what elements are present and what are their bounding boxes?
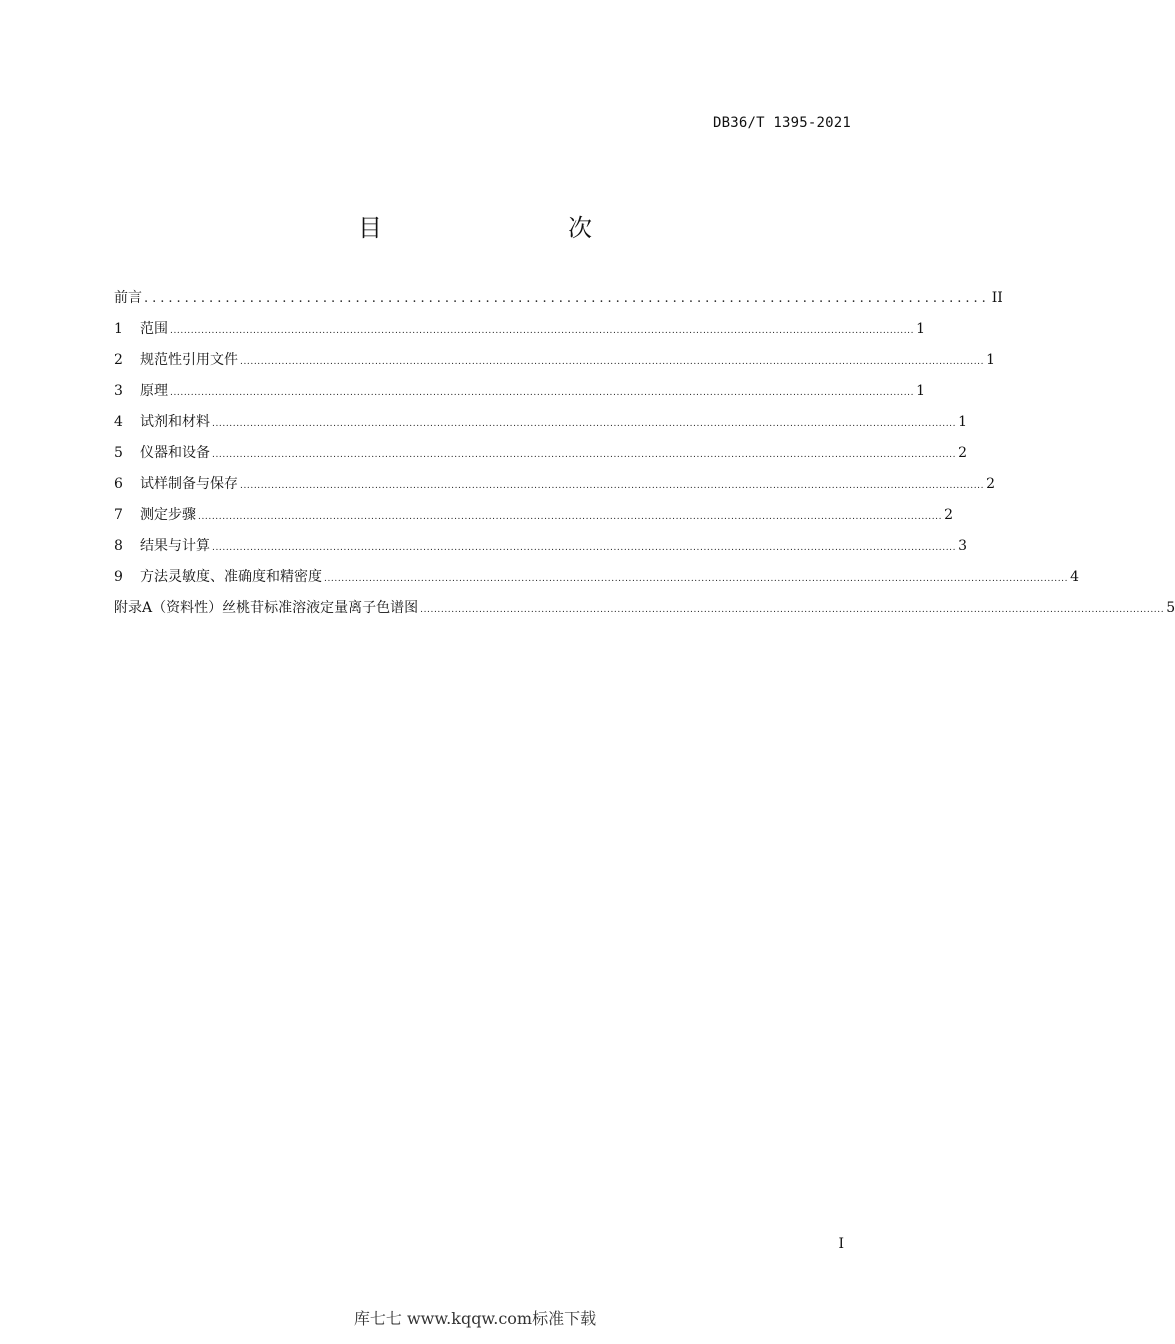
- dot-leader: ........................................................................................................: [144, 291, 990, 306]
- toc-number: 7: [114, 507, 123, 523]
- dot-leader: .......................................................................................................................................................................................................................: [212, 419, 957, 429]
- toc-label: 方法灵敏度、准确度和精密度: [140, 569, 322, 585]
- dot-leader: .......................................................................................................................................................................................................................: [240, 481, 985, 491]
- toc-entry[interactable]: [114, 348, 996, 379]
- toc-entry[interactable]: [114, 472, 996, 503]
- toc-number: 6: [114, 476, 123, 492]
- dot-leader: .......................................................................................................................................................................................................................: [170, 326, 915, 336]
- page-number: I: [838, 1236, 844, 1252]
- toc-page: II: [991, 290, 1003, 306]
- toc-label: 附录A（资料性）丝桃苷标准溶液定量离子色谱图: [114, 600, 419, 616]
- toc-page: 2: [944, 507, 954, 523]
- toc-entry[interactable]: [114, 565, 1080, 596]
- table-of-contents: [114, 286, 1175, 627]
- toc-label: 试样制备与保存: [140, 476, 238, 492]
- dot-leader: .......................................................................................................................................................................................................................: [198, 512, 943, 522]
- toc-page: 4: [1070, 569, 1080, 585]
- toc-entry-foreword[interactable]: [114, 286, 1003, 317]
- toc-label: 范围: [140, 321, 168, 337]
- dot-leader: .......................................................................................................................................................................................................................: [212, 543, 957, 553]
- toc-entry[interactable]: [114, 534, 968, 565]
- toc-page: 1: [916, 321, 926, 337]
- toc-entry-appendix[interactable]: [114, 596, 1175, 627]
- toc-label: 结果与计算: [140, 538, 210, 554]
- toc-number: 1: [114, 321, 123, 337]
- toc-number: 2: [114, 352, 123, 368]
- toc-number: 9: [114, 569, 123, 585]
- dot-leader: .......................................................................................................................................................................................................................: [170, 388, 915, 398]
- toc-entry[interactable]: [114, 441, 968, 472]
- toc-label: 前言: [114, 290, 142, 306]
- document-code: DB36/T 1395-2021: [712, 115, 851, 131]
- dot-leader: .......................................................................................................................................................................................................................: [212, 450, 957, 460]
- toc-page: 5: [1166, 600, 1175, 616]
- toc-title: 目 次: [358, 214, 638, 242]
- toc-label: 仪器和设备: [140, 445, 210, 461]
- toc-page: 1: [916, 383, 926, 399]
- toc-label: 原理: [140, 383, 168, 399]
- toc-entry[interactable]: [114, 379, 926, 410]
- toc-label: 测定步骤: [140, 507, 196, 523]
- toc-entry[interactable]: [114, 410, 968, 441]
- toc-entry[interactable]: [114, 503, 954, 534]
- dot-leader: .......................................................................................................................................................................................................................: [324, 574, 1069, 584]
- toc-number: 3: [114, 383, 123, 399]
- toc-page: 3: [958, 538, 968, 554]
- toc-number: 5: [114, 445, 123, 461]
- toc-number: 4: [114, 414, 123, 430]
- toc-page: 2: [986, 476, 996, 492]
- toc-number: 8: [114, 538, 123, 554]
- dot-leader: .......................................................................................................................................................................................................................: [240, 357, 985, 367]
- footer-watermark: 库七七 www.kqqw.com标准下载: [353, 1309, 597, 1328]
- dot-leader: .......................................................................................................................................................................................................................: [420, 605, 1165, 615]
- toc-label: 规范性引用文件: [140, 352, 238, 368]
- toc-entry[interactable]: [114, 317, 926, 348]
- toc-label: 试剂和材料: [140, 414, 210, 430]
- toc-page: 2: [958, 445, 968, 461]
- toc-page: 1: [986, 352, 996, 368]
- toc-page: 1: [958, 414, 968, 430]
